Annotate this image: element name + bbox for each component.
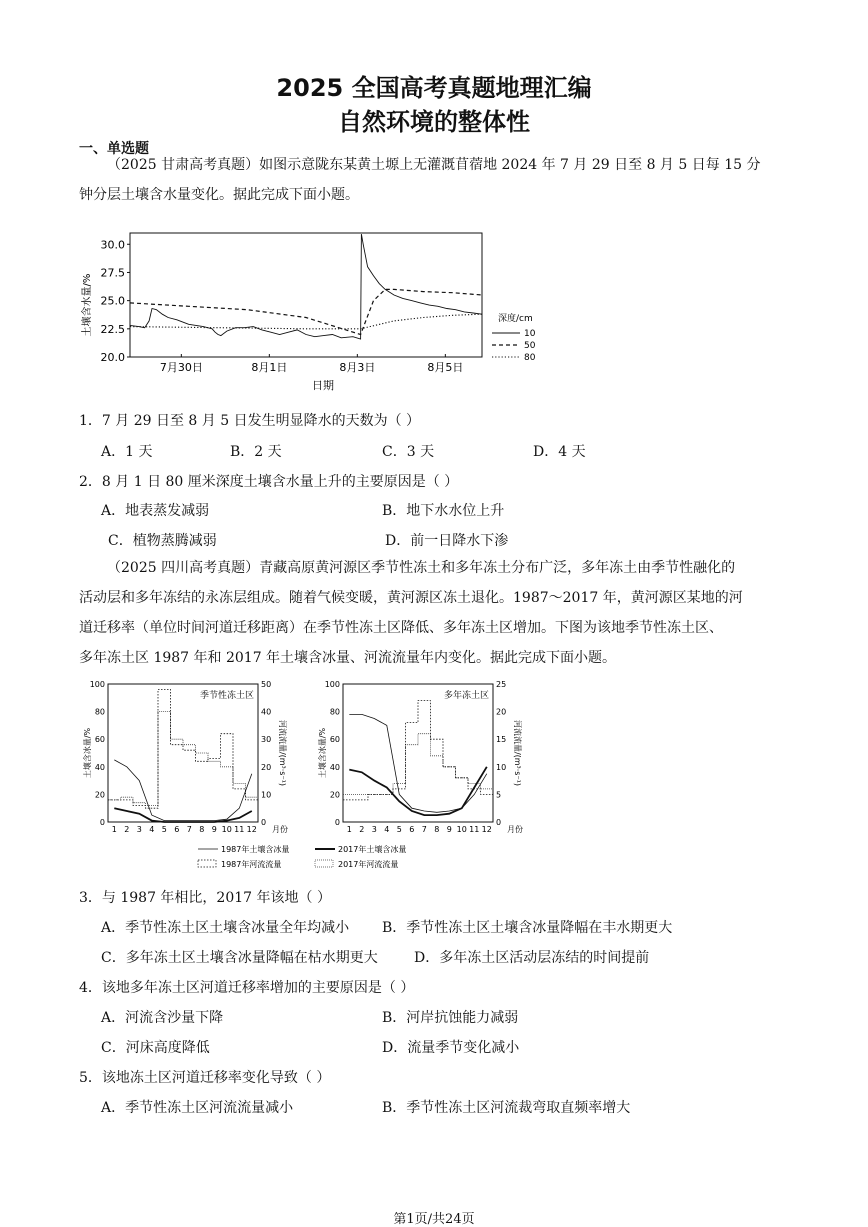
month-tick-label: 6 [174,825,180,834]
left-tick-label: 100 [89,680,105,689]
month-tick-label: 3 [136,825,142,834]
left-tick-label: 0 [334,818,340,827]
q4-option-a[interactable]: A．河流含沙量下降 [101,1010,224,1026]
y-tick-label: 22.5 [100,322,125,336]
right-tick-label: 30 [261,735,272,745]
panel-title: 多年冻土区 [443,691,489,701]
x-tick-label: 8月5日 [427,361,464,374]
page-footer: 第1页/共24页 [393,1212,475,1227]
passage2-line1: （2025 四川高考真题）青藏高原黄河源区季节性冻土和多年冻土分布广泛，多年冻土由季节性融化的 [107,560,736,576]
right-tick-label: 15 [496,735,507,745]
x-tick-label: 8月3日 [339,361,376,374]
legend-2017-flow: 2017年河流流量 [338,860,399,869]
x-tick-label: 8月1日 [251,361,288,374]
legend-label-10: 10 [524,329,536,339]
right-tick-label: 40 [261,707,272,717]
month-tick-label: 3 [371,825,377,834]
y-tick-label: 27.5 [100,266,125,280]
flow-step-2017 [343,734,493,795]
panel-title: 季节性冻土区 [199,691,254,701]
month-tick-label: 11 [469,825,480,834]
left-tick-label: 20 [94,790,105,800]
legend-1987-ice: 1987年土壤含冰量 [221,845,290,854]
month-tick-label: 6 [409,825,415,834]
month-tick-label: 12 [481,825,492,834]
month-tick-label: 11 [234,825,245,834]
q5-stem: 5．该地冻土区河道迁移率变化导致（ ） [79,1070,331,1086]
month-tick-label: 1 [111,825,117,834]
month-tick-label: 9 [446,825,452,834]
ice-line-1987 [349,714,487,812]
month-tick-label: 10 [456,825,467,834]
q3-option-d[interactable]: D．多年冻土区活动层冻结的时间提前 [414,950,650,966]
q2-option-b[interactable]: B．地下水水位上升 [382,503,505,519]
legend-1987-flow: 1987年河流流量 [221,860,282,869]
passage1-line1: （2025 甘肃高考真题）如图示意陇东某黄土塬上无灌溉苜蓿地 2024 年 7 月 29 日至 8 月 5 日每 15 分 [107,157,761,173]
left-tick-label: 40 [329,762,340,772]
left-axis-label: 土壤含冰量/% [83,727,92,779]
ice-line-2017 [349,767,487,815]
q5-option-a[interactable]: A．季节性冻土区河流流量减小 [101,1100,294,1116]
q3-option-b[interactable]: B．季节性冻土区土壤含冰量降幅在丰水期更大 [382,920,673,936]
permafrost-dual-chart [78,676,538,881]
ice-line-1987 [114,760,252,821]
right-tick-label: 0 [496,818,502,827]
q4-option-c[interactable]: C．河床高度降低 [101,1040,210,1056]
left-axis-label: 土壤含冰量/% [318,727,327,779]
left-tick-label: 60 [329,735,340,745]
x-axis-label: 日期 [312,379,334,392]
right-tick-label: 20 [496,707,507,717]
left-tick-label: 60 [94,735,105,745]
month-tick-label: 2 [124,825,130,834]
page-subtitle: 自然环境的整体性 [338,108,530,136]
month-tick-label: 8 [434,825,440,834]
q4-option-b[interactable]: B．河岸抗蚀能力减弱 [382,1010,519,1026]
right-tick-label: 10 [496,762,507,772]
series-line-10 [130,234,482,339]
left-tick-label: 100 [324,680,340,689]
section-heading: 一、单选题 [79,141,149,157]
passage1-line2: 钟分层土壤含水量变化。据此完成下面小题。 [79,187,359,203]
legend-title: 深度/cm [498,314,533,324]
left-tick-label: 80 [94,707,105,717]
right-axis-label: 河流流量/(m³·s⁻¹) [513,719,522,787]
month-tick-label: 5 [396,825,402,834]
left-tick-label: 20 [329,790,340,800]
q1-option-b[interactable]: B．2 天 [230,444,282,460]
passage2-line3: 道迁移率（单位时间河道迁移距离）在季节性冻土区降低、多年冻土区增加。下图为该地季节性冻土区、 [79,620,723,636]
flow-step-1987 [108,690,258,809]
x-axis-label: 月份 [507,825,523,834]
soil-moisture-line-chart [80,225,550,395]
legend-label-80: 80 [524,353,536,363]
y-tick-label: 20.0 [100,351,125,364]
page-title: 2025 全国高考真题地理汇编 [276,74,592,102]
right-tick-label: 25 [496,680,507,689]
plot-frame [130,233,482,357]
q5-option-b[interactable]: B．季节性冻土区河流裁弯取直频率增大 [382,1100,631,1116]
panel-frame [343,684,493,822]
right-axis-label: 河流流量/(m³·s⁻¹) [278,719,287,787]
q1-option-c[interactable]: C．3 天 [382,444,435,460]
flow-step-2017 [108,712,258,806]
q3-option-c[interactable]: C．多年冻土区土壤含冰量降幅在枯水期更大 [101,950,378,966]
month-tick-label: 2 [359,825,365,834]
series-line-50 [130,289,482,334]
month-tick-label: 10 [221,825,232,834]
q2-option-c[interactable]: C．植物蒸腾减弱 [108,533,217,549]
y-tick-label: 30.0 [100,238,125,252]
left-tick-label: 40 [94,762,105,772]
month-tick-label: 4 [384,825,390,834]
month-tick-label: 1 [346,825,352,834]
legend-label-50: 50 [524,341,536,351]
q3-stem: 3．与 1987 年相比，2017 年该地（ ） [79,890,331,906]
q1-option-a[interactable]: A．1 天 [101,444,153,460]
y-tick-label: 25.0 [100,294,125,308]
month-tick-label: 8 [199,825,205,834]
passage2-line4: 多年冻土区 1987 年和 2017 年土壤含冰量、河流流量年内变化。据此完成下面小题。 [79,650,617,666]
month-tick-label: 5 [161,825,167,834]
x-axis-label: 月份 [272,825,288,834]
month-tick-label: 7 [421,825,427,834]
month-tick-label: 12 [246,825,257,834]
q4-option-d[interactable]: D．流量季节变化减小 [382,1040,520,1056]
legend-2017-ice: 2017年土壤含冰量 [338,845,407,854]
right-tick-label: 50 [261,680,272,689]
left-tick-label: 0 [99,818,105,827]
q3-option-a[interactable]: A．季节性冻土区土壤含冰量全年均减小 [101,920,350,936]
q1-stem: 1．7 月 29 日至 8 月 5 日发生明显降水的天数为（ ） [79,413,421,429]
month-tick-label: 7 [186,825,192,834]
q2-option-d[interactable]: D．前一日降水下渗 [385,533,509,549]
q2-option-a[interactable]: A．地表蒸发减弱 [101,503,210,519]
chart2-legend [198,844,406,869]
y-axis-label [80,274,93,337]
q2-stem: 2．8 月 1 日 80 厘米深度土壤含水量上升的主要原因是（ ） [79,474,459,490]
month-tick-label: 9 [211,825,217,834]
passage2-line2: 活动层和多年冻结的永冻层组成。随着气候变暖，黄河源区冻土退化。1987～2017 年，黄河源区某地的河 [79,590,743,606]
right-tick-label: 20 [261,762,272,772]
q1-option-d[interactable]: D．4 天 [533,444,586,460]
left-tick-label: 80 [329,707,340,717]
x-tick-label: 7月30日 [159,361,203,374]
right-tick-label: 5 [496,790,502,800]
month-tick-label: 4 [149,825,155,834]
right-tick-label: 0 [261,818,267,827]
panel-frame [108,684,258,822]
q4-stem: 4．该地多年冻土区河道迁移率增加的主要原因是（ ） [79,980,415,996]
series-line-80 [130,314,482,329]
right-tick-label: 10 [261,790,272,800]
svg-text:土壤含水量/%: 土壤含水量/% [82,273,93,337]
